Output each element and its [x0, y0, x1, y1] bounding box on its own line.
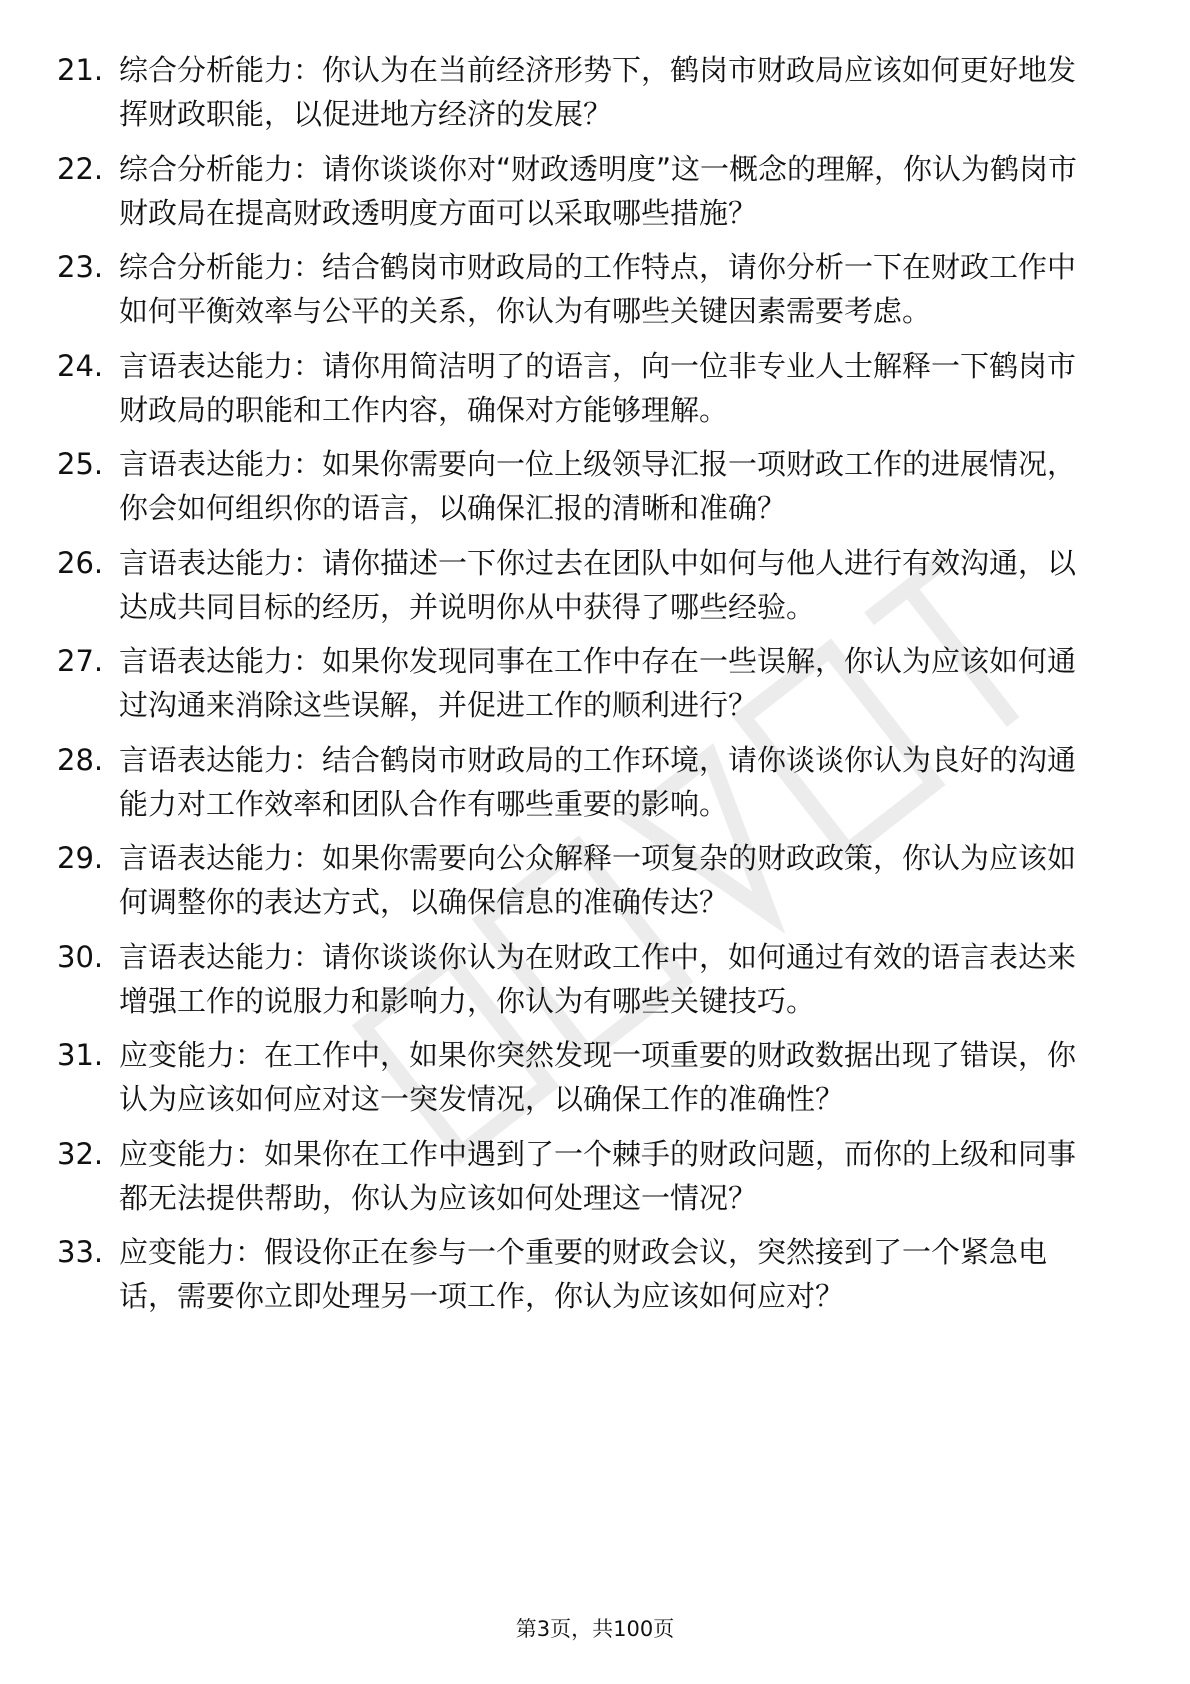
- question-number: 32.: [57, 1136, 104, 1171]
- question-text: 综合分析能力：请你谈谈你对“财政透明度”这一概念的理解，你认为鹤岗市财政局在提高财政透明度方面可以采取哪些措施？: [119, 151, 1078, 230]
- question-text: 言语表达能力：请你描述一下你过去在团队中如何与他人进行有效沟通，以达成共同目标的经历，并说明你从中获得了哪些经验。: [119, 545, 1077, 624]
- question-number: 27.: [57, 644, 104, 678]
- question-text: 言语表达能力：结合鹤岗市财政局的工作环境，请你谈谈你认为良好的沟通能力对工作效率和团队合作有哪些重要的影响。: [119, 742, 1077, 821]
- question-number: 33.: [57, 1235, 104, 1269]
- question-item: [57, 442, 1137, 530]
- question-number: 28.: [57, 742, 104, 777]
- question-item: [57, 639, 1137, 727]
- question-number: 29.: [57, 841, 104, 875]
- question-text: 言语表达能力：请你谈谈你认为在财政工作中，如何通过有效的语言表达来增强工作的说服力和影响力，你认为有哪些关键技巧。: [119, 939, 1077, 1018]
- question-item: [57, 738, 1137, 826]
- question-item: [57, 541, 1137, 629]
- question-text: 言语表达能力：如果你需要向公众解释一项复杂的财政政策，你认为应该如何调整你的表达方式，以确保信息的准确传达？: [119, 841, 1077, 919]
- question-text: 应变能力：假设你正在参与一个重要的财政会议，突然接到了一个紧急电话，需要你立即处理另一项工作，你认为应该如何应对？: [119, 1235, 1048, 1313]
- question-number: 23.: [57, 250, 104, 284]
- question-item: [57, 245, 1137, 333]
- question-list: [57, 48, 1137, 1329]
- question-text: 综合分析能力：结合鹤岗市财政局的工作特点，请你分析一下在财政工作中如何平衡效率与公平的关系，你认为有哪些关键因素需要考虑。: [119, 250, 1077, 328]
- question-item: [57, 344, 1137, 432]
- question-text: 综合分析能力：你认为在当前经济形势下，鹤岗市财政局应该如何更好地发挥财政职能，以促进地方经济的发展？: [119, 53, 1077, 131]
- question-text: 应变能力：如果你在工作中遇到了一个棘手的财政问题，而你的上级和同事都无法提供帮助，你认为应该如何处理这一情况？: [119, 1136, 1077, 1215]
- question-item: [57, 48, 1137, 136]
- question-text: 应变能力：在工作中，如果你突然发现一项重要的财政数据出现了错误，你认为应该如何应对这一突发情况，以确保工作的准确性？: [119, 1038, 1077, 1116]
- question-item: [57, 1033, 1137, 1121]
- question-number: 31.: [57, 1038, 104, 1072]
- question-item: [57, 836, 1137, 924]
- question-number: 21.: [57, 53, 104, 87]
- question-item: [57, 147, 1137, 235]
- question-item: [57, 935, 1137, 1023]
- question-item: [57, 1230, 1137, 1318]
- question-item: [57, 1132, 1137, 1220]
- question-text: 言语表达能力：请你用简洁明了的语言，向一位非专业人士解释一下鹤岗市财政局的职能和工作内容，确保对方能够理解。: [119, 348, 1077, 427]
- question-number: 26.: [57, 545, 104, 580]
- page-number: 第3页，共100页: [515, 1617, 675, 1641]
- question-number: 25.: [57, 447, 104, 481]
- question-number: 30.: [57, 939, 104, 974]
- question-number: 24.: [57, 348, 104, 383]
- question-text: 言语表达能力：如果你发现同事在工作中存在一些误解，你认为应该如何通过沟通来消除这些误解，并促进工作的顺利进行？: [119, 644, 1077, 722]
- question-text: 言语表达能力：如果你需要向一位上级领导汇报一项财政工作的进展情况，你会如何组织你的语言，以确保汇报的清晰和准确？: [119, 447, 1077, 525]
- question-number: 22.: [57, 151, 104, 186]
